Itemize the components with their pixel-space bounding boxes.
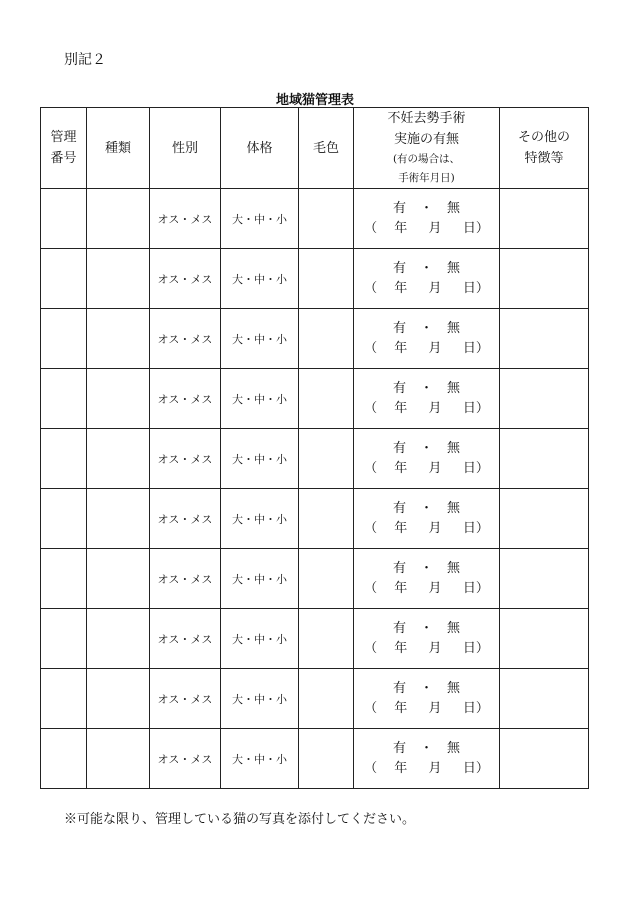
surgery-yes-no: 有 ・ 無	[392, 740, 461, 756]
table-row	[41, 189, 589, 249]
size-cell[interactable]: 大・中・小	[221, 309, 299, 369]
surgery-yes-no: 有 ・ 無	[392, 680, 461, 696]
surgery-cell[interactable]	[354, 549, 500, 609]
coat-cell[interactable]	[299, 729, 354, 789]
annex-label: 別記２	[64, 52, 106, 68]
size-cell[interactable]: 大・中・小	[221, 549, 299, 609]
surgery-date: （ 年 月 日）	[364, 760, 489, 776]
sex-cell[interactable]: オス・メス	[150, 549, 221, 609]
other-cell[interactable]	[500, 429, 589, 489]
surgery-cell[interactable]	[354, 309, 500, 369]
coat-cell[interactable]	[299, 369, 354, 429]
surgery-cell[interactable]	[354, 609, 500, 669]
surgery-cell[interactable]	[354, 369, 500, 429]
document-title: 地域猫管理表	[275, 93, 354, 108]
mgmt-no-cell[interactable]	[41, 189, 87, 249]
other-cell[interactable]	[500, 549, 589, 609]
mgmt-no-cell[interactable]	[41, 429, 87, 489]
table-row	[41, 609, 589, 669]
surgery-yes-no: 有 ・ 無	[392, 200, 461, 216]
other-cell[interactable]	[500, 609, 589, 669]
surgery-cell[interactable]	[354, 489, 500, 549]
size-cell[interactable]: 大・中・小	[221, 609, 299, 669]
footnote: ※可能な限り、管理している猫の写真を添付してください。	[64, 812, 416, 827]
other-cell[interactable]	[500, 669, 589, 729]
sex-cell[interactable]: オス・メス	[150, 429, 221, 489]
sex-cell[interactable]: オス・メス	[150, 189, 221, 249]
kind-cell[interactable]	[87, 369, 150, 429]
mgmt-no-cell[interactable]	[41, 609, 87, 669]
kind-cell[interactable]	[87, 429, 150, 489]
coat-cell[interactable]	[299, 489, 354, 549]
sex-cell[interactable]: オス・メス	[150, 249, 221, 309]
size-cell[interactable]: 大・中・小	[221, 729, 299, 789]
table-row	[41, 489, 589, 549]
surgery-date: （ 年 月 日）	[364, 460, 489, 476]
mgmt-no-cell[interactable]	[41, 729, 87, 789]
size-cell[interactable]: 大・中・小	[221, 669, 299, 729]
kind-cell[interactable]	[87, 549, 150, 609]
surgery-cell[interactable]	[354, 729, 500, 789]
header-other: その他の 特徴等	[500, 108, 589, 189]
surgery-cell[interactable]	[354, 249, 500, 309]
kind-cell[interactable]	[87, 609, 150, 669]
surgery-yes-no: 有 ・ 無	[392, 560, 461, 576]
kind-cell[interactable]	[87, 729, 150, 789]
surgery-date: （ 年 月 日）	[364, 580, 489, 596]
sex-cell[interactable]: オス・メス	[150, 489, 221, 549]
size-cell[interactable]: 大・中・小	[221, 249, 299, 309]
header-size: 体格	[221, 108, 299, 189]
surgery-yes-no: 有 ・ 無	[392, 260, 461, 276]
surgery-cell[interactable]	[354, 189, 500, 249]
table-row	[41, 549, 589, 609]
surgery-date: （ 年 月 日）	[364, 640, 489, 656]
coat-cell[interactable]	[299, 669, 354, 729]
mgmt-no-cell[interactable]	[41, 489, 87, 549]
size-cell[interactable]: 大・中・小	[221, 429, 299, 489]
other-cell[interactable]	[500, 309, 589, 369]
coat-cell[interactable]	[299, 609, 354, 669]
table-row	[41, 369, 589, 429]
header-mgmt-no: 管理 番号	[41, 108, 87, 189]
kind-cell[interactable]	[87, 489, 150, 549]
sex-cell[interactable]: オス・メス	[150, 729, 221, 789]
kind-cell[interactable]	[87, 189, 150, 249]
surgery-date: （ 年 月 日）	[364, 700, 489, 716]
table-row	[41, 669, 589, 729]
mgmt-no-cell[interactable]	[41, 549, 87, 609]
surgery-yes-no: 有 ・ 無	[392, 500, 461, 516]
sex-cell[interactable]: オス・メス	[150, 369, 221, 429]
other-cell[interactable]	[500, 249, 589, 309]
header-coat: 毛色	[299, 108, 354, 189]
table-row	[41, 729, 589, 789]
size-cell[interactable]: 大・中・小	[221, 489, 299, 549]
surgery-date: （ 年 月 日）	[364, 280, 489, 296]
table-row	[41, 249, 589, 309]
surgery-date: （ 年 月 日）	[364, 220, 489, 236]
kind-cell[interactable]	[87, 249, 150, 309]
coat-cell[interactable]	[299, 429, 354, 489]
size-cell[interactable]: 大・中・小	[221, 369, 299, 429]
header-surgery: 不妊去勢手術 実施の有無 (有の場合は、 手術年月日)	[354, 108, 500, 189]
other-cell[interactable]	[500, 369, 589, 429]
cat-management-table	[40, 107, 589, 789]
size-cell[interactable]: 大・中・小	[221, 189, 299, 249]
mgmt-no-cell[interactable]	[41, 369, 87, 429]
sex-cell[interactable]: オス・メス	[150, 669, 221, 729]
header-row	[41, 108, 589, 189]
surgery-yes-no: 有 ・ 無	[392, 620, 461, 636]
table-row	[41, 429, 589, 489]
surgery-yes-no: 有 ・ 無	[392, 380, 461, 396]
kind-cell[interactable]	[87, 309, 150, 369]
other-cell[interactable]	[500, 189, 589, 249]
surgery-yes-no: 有 ・ 無	[392, 440, 461, 456]
surgery-cell[interactable]	[354, 669, 500, 729]
mgmt-no-cell[interactable]	[41, 309, 87, 369]
other-cell[interactable]	[500, 729, 589, 789]
coat-cell[interactable]	[299, 249, 354, 309]
table-row	[41, 309, 589, 369]
other-cell[interactable]	[500, 489, 589, 549]
surgery-date: （ 年 月 日）	[364, 520, 489, 536]
sex-cell[interactable]: オス・メス	[150, 609, 221, 669]
header-sex: 性別	[150, 108, 221, 189]
kind-cell[interactable]	[87, 669, 150, 729]
surgery-date: （ 年 月 日）	[364, 340, 489, 356]
surgery-cell[interactable]	[354, 429, 500, 489]
mgmt-no-cell[interactable]	[41, 669, 87, 729]
surgery-date: （ 年 月 日）	[364, 400, 489, 416]
coat-cell[interactable]	[299, 309, 354, 369]
header-kind: 種類	[87, 108, 150, 189]
surgery-yes-no: 有 ・ 無	[392, 320, 461, 336]
mgmt-no-cell[interactable]	[41, 249, 87, 309]
sex-cell[interactable]: オス・メス	[150, 309, 221, 369]
coat-cell[interactable]	[299, 189, 354, 249]
coat-cell[interactable]	[299, 549, 354, 609]
